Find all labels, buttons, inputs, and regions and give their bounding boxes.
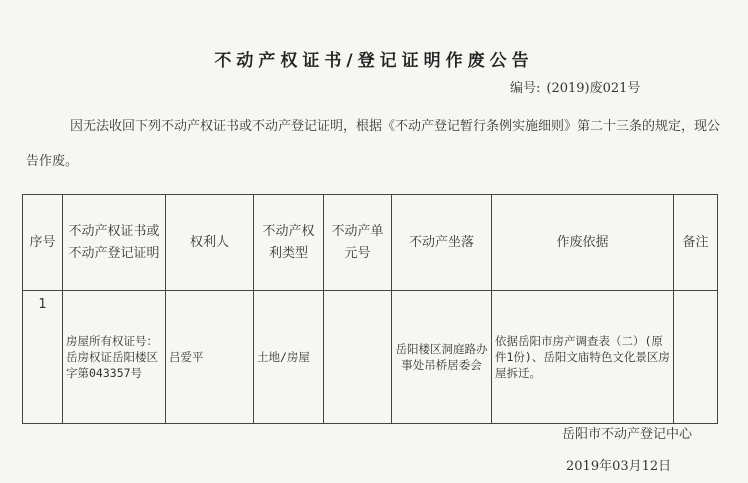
header-certificate: 不动产权证书或不动产登记证明	[63, 195, 166, 291]
cell-holder: 吕爱平	[166, 291, 254, 424]
announcement-paragraph: 因无法收回下列不动产权证书或不动产登记证明，根据《不动产登记暂行条例实施细则》第二十三条的规定，现公告作废。	[26, 119, 721, 169]
cell-certificate: 房屋所有权证号：岳房权证岳阳楼区字第043357号	[63, 291, 166, 424]
table-header-row	[23, 195, 718, 291]
header-remark: 备注	[674, 195, 718, 291]
document-number-label: 编号:	[510, 81, 541, 96]
cell-remark	[674, 291, 718, 424]
header-location: 不动产坐落	[392, 195, 492, 291]
cell-void-basis: 依据岳阳市房产调查表（二）(原件1份)、岳阳文庙特色文化景区房屋拆迁。	[492, 291, 674, 424]
header-unit-no: 不动产单元号	[324, 195, 392, 291]
header-holder: 权利人	[166, 195, 254, 291]
page-title: 不动产权证书/登记证明作废公告	[214, 51, 534, 71]
table-row	[23, 291, 718, 424]
cell-location: 岳阳楼区洞庭路办事处吊桥居委会	[392, 291, 492, 424]
cell-seq: 1	[23, 291, 63, 424]
void-certificate-table	[22, 194, 718, 424]
document-number	[510, 77, 646, 96]
header-seq: 序号	[23, 195, 63, 291]
header-void-basis: 作废依据	[492, 195, 674, 291]
document-number-value: (2019)废021号	[546, 81, 641, 96]
cell-unit-no	[324, 291, 392, 424]
cell-right-type: 土地/房屋	[254, 291, 324, 424]
issuer-name: 岳阳市不动产登记中心	[562, 427, 693, 442]
issue-date: 2019年03月12日	[566, 459, 672, 474]
header-right-type: 不动产权利类型	[254, 195, 324, 291]
